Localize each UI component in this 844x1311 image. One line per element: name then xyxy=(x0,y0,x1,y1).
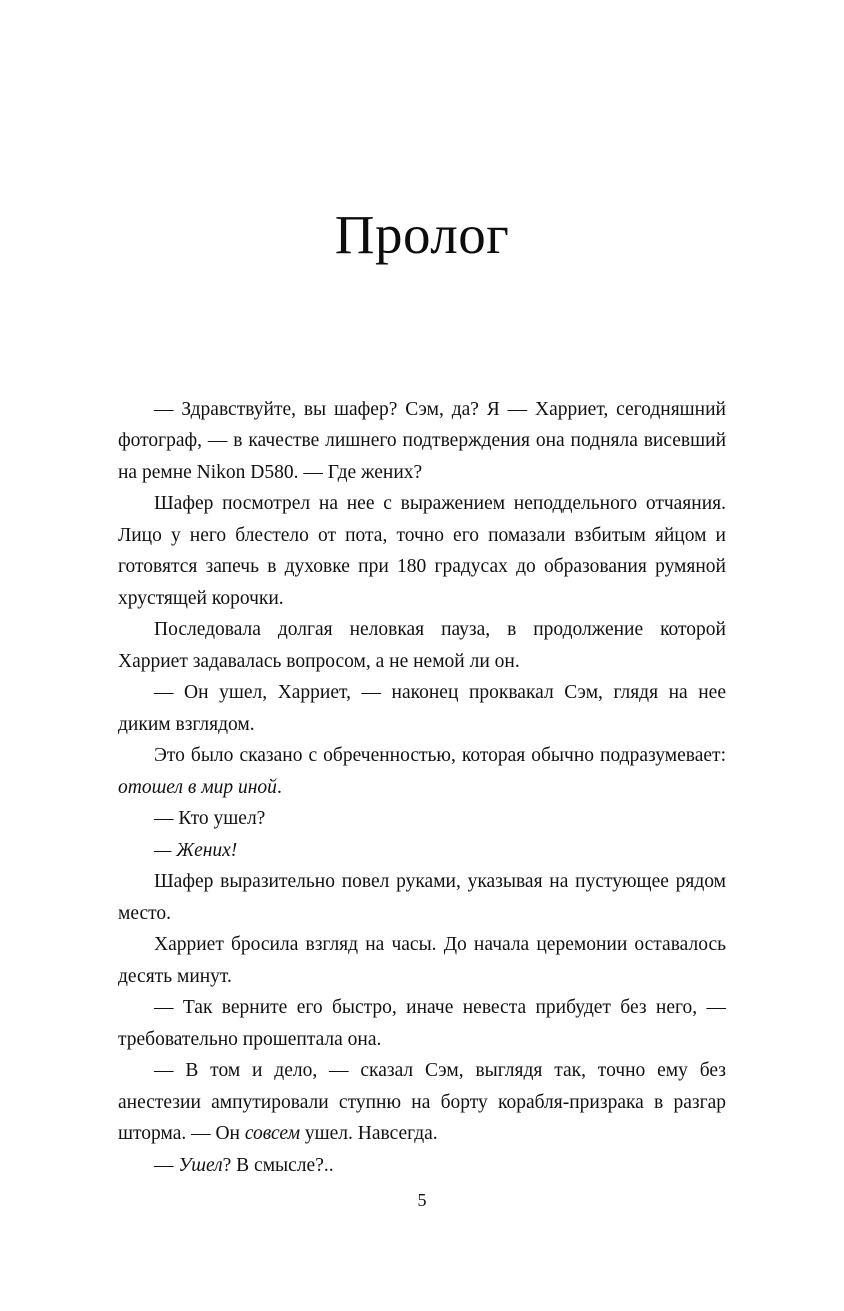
paragraph-lead: — В том и дело, — сказал Сэм, выглядя так, точно ему без анестезии ампутировали ступню на борту корабля-призрака в разгар шторма. — Он xyxy=(118,1060,726,1144)
italic-phrase: отошел в мир иной xyxy=(118,776,277,798)
paragraph xyxy=(118,835,726,867)
paragraph xyxy=(118,1055,726,1150)
paragraph-tail: ? В смысле?.. xyxy=(222,1154,334,1176)
paragraph xyxy=(118,740,726,803)
paragraph-tail: ушел. Навсегда. xyxy=(300,1123,438,1144)
paragraph: — Он ушел, Харриет, — наконец проквакал Сэм, глядя на нее диким взглядом. xyxy=(118,682,726,735)
paragraph: Последовала долгая неловкая пауза, в продолжение которой Харриет задавалась вопросом, а не немой ли он. xyxy=(118,619,726,672)
paragraph: Харриет бросила взгляд на часы. До начала церемонии оставалось десять минут. xyxy=(118,934,726,987)
paragraph: — Здравствуйте, вы шафер? Сэм, да? Я — Харриет, сегодняшний фотограф, — в качестве лишнего подтверждения она подняла висевший на ремне Nikon D580. — Где жених? xyxy=(118,398,726,483)
paragraph: — Кто ушел? xyxy=(154,808,266,829)
paragraph xyxy=(118,1150,726,1182)
body-text xyxy=(118,394,726,1182)
paragraph: Шафер посмотрел на нее с выражением неподдельного отчаяния. Лицо у него блестело от пота, точно его помазали взбитым яйцом и готовятся запечь в духовке при 180 градусах до образования румяной хрустящей корочки. xyxy=(118,493,726,609)
paragraph-lead: — xyxy=(154,1154,179,1176)
page-number: 5 xyxy=(417,1190,427,1210)
italic-phrase: Ушел xyxy=(178,1154,223,1176)
paragraph-lead: Это было сказано с обреченностью, которая обычно подразумевает: xyxy=(154,745,726,766)
italic-phrase: — Жених! xyxy=(154,839,238,861)
paragraph: — Так верните его быстро, иначе невеста прибудет без него, — требовательно прошептала она. xyxy=(118,997,726,1050)
page-title: Пролог xyxy=(334,204,510,265)
page-content xyxy=(118,0,726,1311)
italic-phrase: совсем xyxy=(244,1123,301,1144)
paragraph: Шафер выразительно повел руками, указывая на пустующее рядом место. xyxy=(118,871,726,924)
paragraph-tail: . xyxy=(276,776,282,798)
